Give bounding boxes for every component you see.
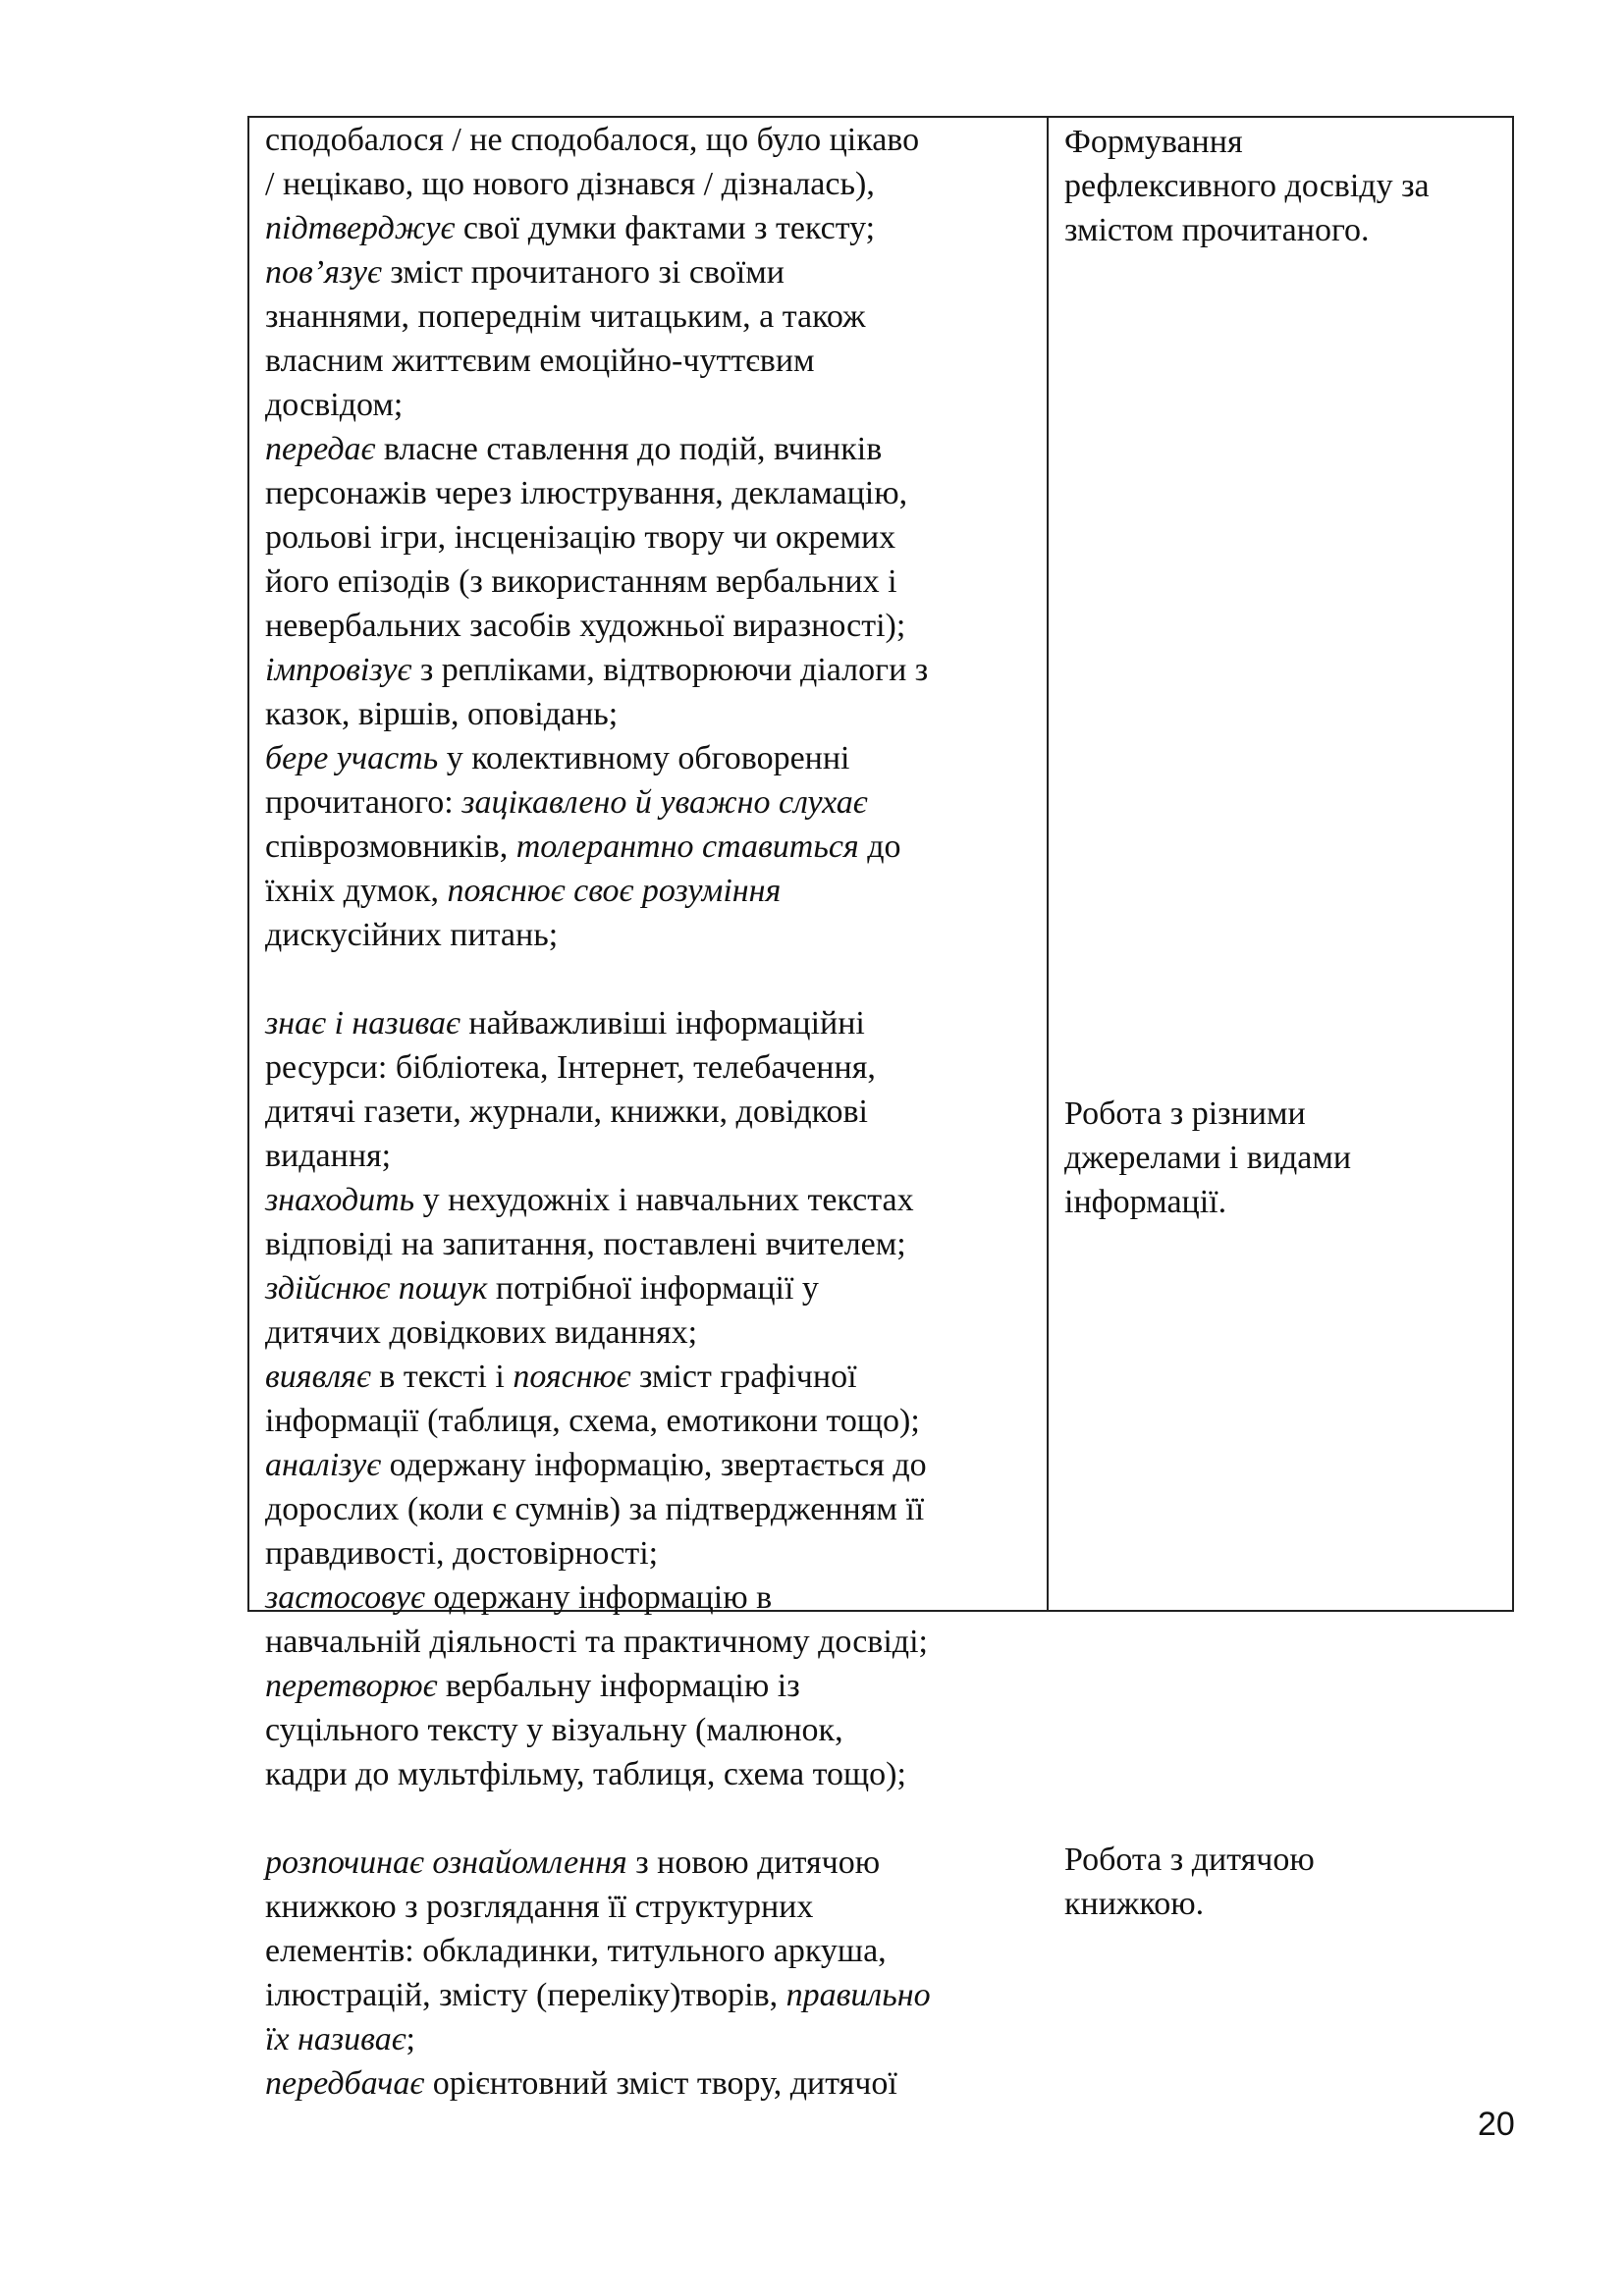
text-line	[265, 162, 1041, 206]
text-run: з репліками, відтворюючи діалоги з	[411, 652, 929, 688]
text-line	[265, 1531, 1041, 1575]
text-line	[265, 1487, 1041, 1531]
text-run: зміст прочитаного зі своїми	[381, 254, 785, 291]
text-line	[265, 2017, 1041, 2061]
text-run: дитячих довідкових виданнях;	[265, 1314, 698, 1351]
text-line	[265, 1134, 1041, 1178]
italic-verb-phrase: здійснює пошук	[265, 1270, 488, 1307]
text-line	[265, 1399, 1041, 1443]
text-run: кадри до мультфільму, таблиця, схема тощо);	[265, 1756, 906, 1792]
text-line	[265, 515, 1041, 560]
text-run: казок, віршів, оповідань;	[265, 696, 619, 732]
italic-verb-phrase: пов’язує	[265, 254, 382, 291]
text-run: досвідом;	[265, 387, 404, 423]
text-run: ресурси: бібліотека, Інтернет, телебачення,	[265, 1049, 876, 1086]
text-run: зміст графічної	[630, 1359, 857, 1395]
text-run: сподобалося / не сподобалося, що було цікаво	[265, 122, 920, 158]
text-line	[265, 1178, 1041, 1222]
italic-verb-phrase: пояснює	[513, 1359, 631, 1395]
text-run: одержану інформацію в	[424, 1579, 773, 1616]
text-run: прочитаного:	[265, 784, 462, 821]
text-run: ;	[406, 2021, 415, 2057]
text-run: до	[858, 828, 901, 865]
text-line	[265, 206, 1041, 250]
text-run: суцільного тексту у візуальну (малюнок,	[265, 1712, 843, 1748]
italic-verb-phrase: їх називає	[265, 2021, 406, 2057]
text-line	[265, 1090, 1041, 1134]
content-line-childrens-book: Робота з дитячою книжкою.	[1064, 1842, 1315, 1922]
italic-verb-phrase: перетворює	[265, 1668, 438, 1704]
text-line	[265, 1885, 1041, 1929]
text-run: невербальних засобів художньої виразності);	[265, 608, 906, 644]
italic-verb-phrase: знаходить	[265, 1182, 415, 1218]
text-line	[265, 560, 1041, 604]
text-line	[265, 118, 1041, 162]
blank-line	[265, 957, 1041, 1001]
text-line	[265, 869, 1041, 913]
text-run: інформації (таблиця, схема, емотикони тощо);	[265, 1403, 920, 1439]
text-run: книжкою з розглядання її структурних	[265, 1889, 814, 1925]
italic-verb-phrase: застосовує	[265, 1579, 425, 1616]
text-line	[265, 471, 1041, 515]
text-run: знаннями, попереднім читацьким, а також	[265, 298, 866, 335]
text-run: вербальну інформацію із	[437, 1668, 800, 1704]
text-run: його епізодів (з використанням вербальних і	[265, 563, 897, 600]
text-line	[265, 1575, 1041, 1620]
text-run: персонажів через ілюстрування, декламацію,	[265, 475, 908, 511]
content-line-information-sources: Робота з різними джерелами і видами інформації.	[1064, 1095, 1352, 1220]
text-run: потрібної інформації у	[487, 1270, 819, 1307]
text-line	[265, 1310, 1041, 1355]
text-run: / нецікаво, що нового дізнався / дізналась),	[265, 166, 875, 202]
text-run: видання;	[265, 1138, 392, 1174]
text-line	[265, 1222, 1041, 1266]
italic-verb-phrase: передбачає	[265, 2065, 425, 2102]
text-run: дорослих (коли є сумнів) за підтвердженням її	[265, 1491, 925, 1527]
text-line	[265, 1266, 1041, 1310]
text-line	[265, 692, 1041, 736]
text-line	[265, 825, 1041, 869]
text-line	[265, 383, 1041, 427]
text-line	[265, 1841, 1041, 1885]
text-line	[265, 1929, 1041, 1973]
text-line	[265, 1443, 1041, 1487]
text-run: відповіді на запитання, поставлені вчителем;	[265, 1226, 906, 1262]
text-run: дитячі газети, журнали, книжки, довідкові	[265, 1094, 868, 1130]
text-run: власним життєвим емоційно-чуттєвим	[265, 343, 815, 379]
italic-verb-phrase: виявляє	[265, 1359, 371, 1395]
text-line	[265, 1752, 1041, 1796]
blank-line	[265, 1796, 1041, 1841]
text-line	[265, 339, 1041, 383]
italic-verb-phrase: зацікавлено й уважно слухає	[461, 784, 868, 821]
text-line	[265, 604, 1041, 648]
text-line	[265, 294, 1041, 339]
text-run: дискусійних питань;	[265, 917, 559, 953]
curriculum-table	[247, 116, 1514, 2102]
text-line	[265, 913, 1041, 957]
text-run: правдивості, достовірності;	[265, 1535, 659, 1572]
text-run: співрозмовників,	[265, 828, 516, 865]
page-number: 20	[1478, 2106, 1515, 2143]
text-run: орієнтовний зміст твору, дитячої	[424, 2065, 897, 2102]
text-run: власне ставлення до подій, вчинків	[375, 431, 883, 467]
text-line	[265, 2061, 1041, 2106]
italic-verb-phrase: передає	[265, 431, 376, 467]
text-run: у нехудожніх і навчальних текстах	[414, 1182, 914, 1218]
text-line	[265, 1355, 1041, 1399]
text-line	[265, 1001, 1041, 1045]
content-line-reflexive-experience: Формування рефлексивного досвіду за змістом прочитаного.	[1064, 124, 1430, 248]
text-run: елементів: обкладинки, титульного аркуша,	[265, 1933, 887, 1969]
text-line	[265, 780, 1041, 825]
text-run: з новою дитячою	[626, 1844, 881, 1881]
italic-verb-phrase: правильно	[785, 1977, 931, 2013]
text-run: навчальній діяльності та практичному досвіді;	[265, 1624, 929, 1660]
italic-verb-phrase: імпровізує	[265, 652, 412, 688]
text-line	[265, 1664, 1041, 1708]
text-line	[265, 250, 1041, 294]
italic-verb-phrase: знає і називає	[265, 1005, 460, 1041]
text-line	[265, 1708, 1041, 1752]
italic-verb-phrase: розпочинає ознайомлення	[265, 1844, 627, 1881]
text-run: у колективному обговоренні	[438, 740, 850, 776]
italic-verb-phrase: бере участь	[265, 740, 439, 776]
text-line	[265, 427, 1041, 471]
text-run: свої думки фактами з тексту;	[455, 210, 876, 246]
text-line	[265, 648, 1041, 692]
italic-verb-phrase: аналізує	[265, 1447, 382, 1483]
text-run: одержану інформацію, звертається до	[381, 1447, 927, 1483]
text-line	[265, 1620, 1041, 1664]
text-line	[265, 1973, 1041, 2017]
text-run: ілюстрацій, змісту (переліку)творів,	[265, 1977, 786, 2013]
text-run: в тексті і	[370, 1359, 514, 1395]
italic-verb-phrase: пояснює своє розуміння	[447, 873, 782, 909]
italic-verb-phrase: толерантно ставиться	[515, 828, 859, 865]
text-run: їхніх думок,	[265, 873, 448, 909]
italic-verb-phrase: підтверджує	[265, 210, 456, 246]
text-line	[265, 736, 1041, 780]
text-line	[265, 1045, 1041, 1090]
text-run: рольові ігри, інсценізацію твору чи окремих	[265, 519, 896, 556]
column-divider	[1047, 118, 1049, 1610]
expected-results-column	[265, 118, 1041, 2106]
text-run: найважливіші інформаційні	[460, 1005, 865, 1041]
